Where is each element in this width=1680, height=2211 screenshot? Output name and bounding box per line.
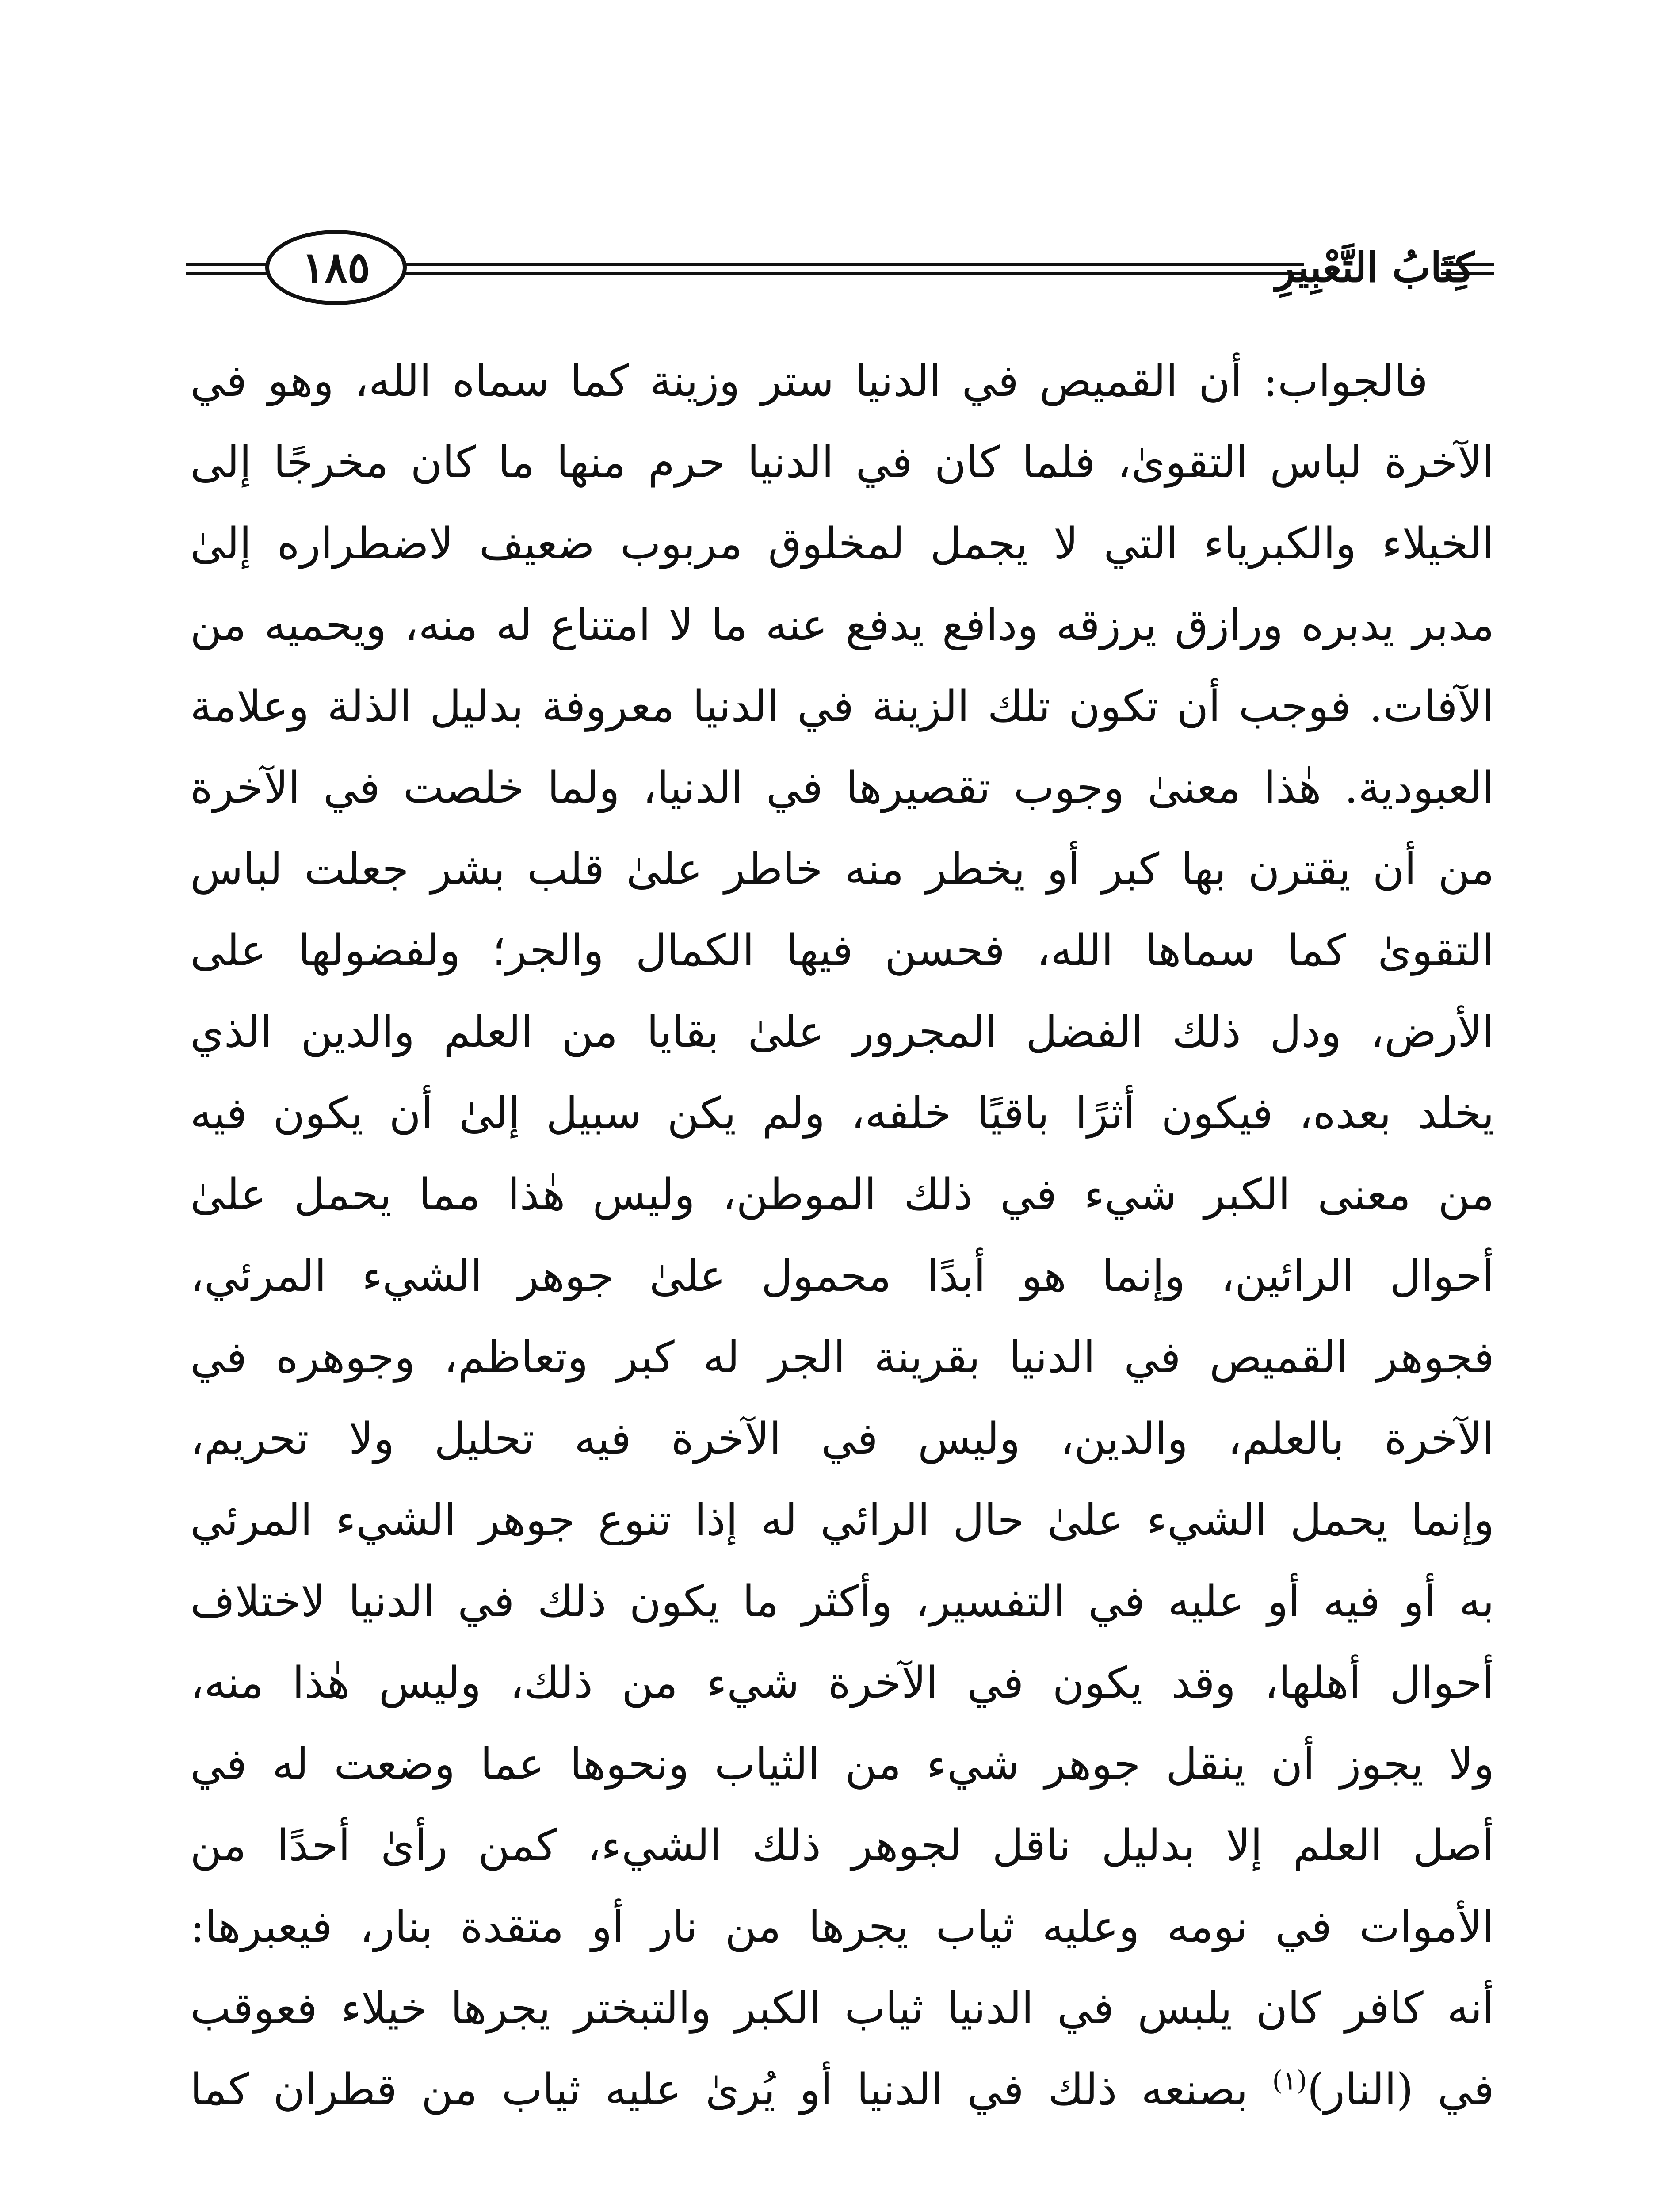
body-text bbox=[190, 340, 1494, 2198]
text-line: الأرض، ودل ذلك الفضل المجرور علىٰ بقايا من العلم والدين الذي bbox=[190, 1007, 1494, 1057]
text-line: الآخرة لباس التقوىٰ، فلما كان في الدنيا حرم منها ما كان مخرجًا إلى bbox=[190, 437, 1494, 488]
footnote-reference[interactable]: (١) bbox=[1272, 2065, 1307, 2096]
text-line: من معنى الكبر شيء في ذلك الموطن، وليس هٰذا مما يحمل علىٰ bbox=[190, 1170, 1494, 1220]
text-line: العبودية. هٰذا معنىٰ وجوب تقصيرها في الدنيا، ولما خلصت في الآخرة bbox=[190, 763, 1494, 813]
text-line: به أو فيه أو عليه في التفسير، وأكثر ما يكون ذلك في الدنيا لاختلاف bbox=[190, 1576, 1494, 1627]
text-line: الأموات في نومه وعليه ثياب يجرها من نار أو متقدة بنار، فيعبرها: bbox=[190, 1902, 1494, 1952]
text-line: من أن يقترن بها كبر أو يخطر منه خاطر علىٰ قلب بشر جعلت لباس bbox=[190, 844, 1494, 895]
text-line: وإنما يحمل الشيء علىٰ حال الرائي له إذا تنوع جوهر الشيء المرئي bbox=[190, 1495, 1494, 1545]
text-line: الآفات. فوجب أن تكون تلك الزينة في الدنيا معروفة بدليل الذلة وعلامة bbox=[190, 681, 1494, 732]
text-line: الآخرة بالعلم، والدين، وليس في الآخرة فيه تحليل ولا تحريم، bbox=[190, 1414, 1494, 1464]
text-line: أصل العلم إلا بدليل ناقل لجوهر ذلك الشيء، كمن رأىٰ أحدًا من bbox=[190, 1821, 1494, 1871]
text-line: أنه كافر كان يلبس في الدنيا ثياب الكبر والتبختر يجرها خيلاء فعوقب bbox=[190, 1983, 1494, 2034]
line-segment: بصنعه ذلك في الدنيا أو يُرىٰ عليه ثياب من قطران كما bbox=[190, 2065, 1272, 2115]
header-rule bbox=[398, 272, 1304, 275]
page-number: ١٨٥ bbox=[265, 230, 407, 305]
text-line: أحوال أهلها، وقد يكون في الآخرة شيء من ذلك، وليس هٰذا منه، bbox=[190, 1658, 1494, 1708]
text-line: فالجواب: أن القميص في الدنيا ستر وزينة كما سماه الله، وهو في bbox=[190, 356, 1428, 406]
text-line: التقوىٰ كما سماها الله، فحسن فيها الكمال والجر؛ ولفضولها على bbox=[190, 926, 1494, 976]
text-line: الخيلاء والكبرياء التي لا يجمل لمخلوق مربوب ضعيف لاضطراره إلىٰ bbox=[190, 519, 1494, 569]
running-header bbox=[186, 230, 1494, 305]
header-rule bbox=[398, 263, 1304, 266]
text-line: أحوال الرائين، وإنما هو أبدًا محمول علىٰ جوهر الشيء المرئي، bbox=[190, 1251, 1494, 1301]
text-line-with-footnote-ref bbox=[190, 2049, 1494, 2131]
text-line: يخلد بعده، فيكون أثرًا باقيًا خلفه، ولم يكن سبيل إلىٰ أن يكون فيه bbox=[190, 1088, 1494, 1139]
text-line: مدبر يدبره ورازق يرزقه ودافع يدفع عنه ما لا امتناع له منه، ويحميه من bbox=[190, 600, 1494, 650]
line-segment: في (النار) bbox=[1307, 2065, 1494, 2115]
text-line: فجوهر القميص في الدنيا بقرينة الجر له كبر وتعاظم، وجوهره في bbox=[190, 1332, 1494, 1383]
text-line: ولا يجوز أن ينقل جوهر شيء من الثياب ونحوها عما وضعت له في bbox=[190, 1739, 1494, 1790]
book-title: كِتَابُ التَّعْبِيرِ bbox=[1275, 244, 1475, 291]
